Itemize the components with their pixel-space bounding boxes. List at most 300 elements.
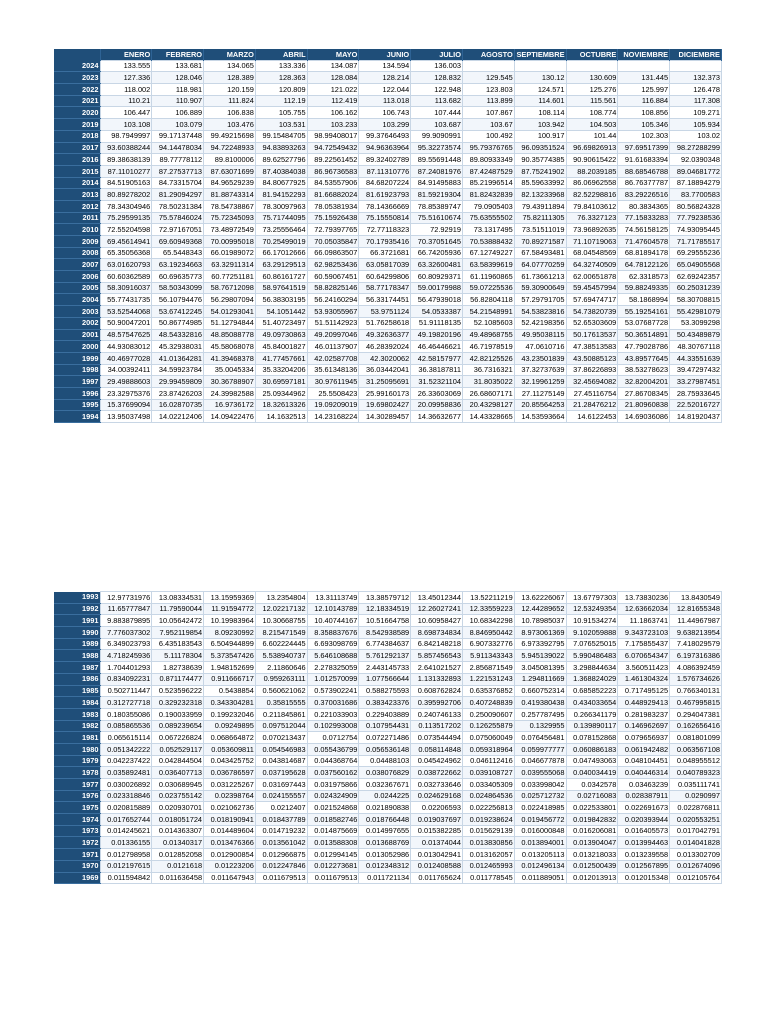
value-cell: 1.948152699 [204,662,256,674]
value-cell: 6.774384637 [359,638,411,650]
value-cell: 30.69597181 [255,376,307,388]
value-cell: 12.26027241 [411,603,463,615]
value-cell: 1.82738639 [152,662,204,674]
value-cell: 0.588275593 [359,685,411,697]
value-cell: 0.055436799 [307,743,359,755]
value-cell: 78.05381934 [307,200,359,212]
table-row [54,95,722,107]
value-cell: 7.952119854 [152,627,204,639]
table-row [54,411,722,423]
value-cell: 0.126255879 [462,720,514,732]
value-cell: 82.52298816 [566,189,618,201]
value-cell: 25.5508423 [307,387,359,399]
value-cell: 128.046 [152,72,204,84]
table-row [54,615,722,627]
value-cell: 108.856 [618,107,670,119]
value-cell: 0.560621062 [255,685,307,697]
value-cell: 133.336 [255,60,307,72]
value-cell: 84.68207224 [359,177,411,189]
value-cell: 79.0905403 [462,200,514,212]
value-cell: 0.022418985 [514,802,566,814]
value-cell: 106.889 [152,107,204,119]
value-cell: 31.25095691 [359,376,411,388]
table-row [54,259,722,271]
value-cell [670,60,722,72]
value-cell: 5.646108688 [307,650,359,662]
year-cell: 1986 [54,673,100,685]
value-cell: 42.02587708 [307,352,359,364]
value-cell: 70.00995018 [204,236,256,248]
value-cell: 68.04548569 [566,247,618,259]
value-cell: 94.14478034 [152,142,204,154]
value-cell: 60.60362589 [100,271,152,283]
value-cell: 94.72248933 [204,142,256,154]
value-cell: 103.531 [255,119,307,131]
value-cell: 134.594 [359,60,411,72]
value-cell: 43.23501839 [514,352,566,364]
value-cell: 13.45012344 [411,592,463,604]
value-cell: 62.00651878 [566,271,618,283]
year-cell: 2010 [54,224,100,236]
value-cell: 69.29555236 [670,247,722,259]
value-cell: 134.065 [204,60,256,72]
value-cell: 0.097512044 [255,720,307,732]
value-cell [514,60,566,72]
value-cell: 54.73820739 [566,306,618,318]
value-cell: 0.011594842 [100,872,152,884]
value-cell: 0.013588308 [307,837,359,849]
value-cell: 18.32613326 [255,399,307,411]
value-cell: 103.02 [670,130,722,142]
value-cell: 11.91594772 [204,603,256,615]
value-cell: 59.07225536 [462,282,514,294]
value-cell: 75.63555502 [462,212,514,224]
value-cell: 0.102993008 [307,720,359,732]
value-cell: 103.233 [307,119,359,131]
value-cell: 42.58157977 [411,352,463,364]
value-cell: 0.013239558 [618,849,670,861]
value-cell: 0.035892481 [100,767,152,779]
value-cell: 41.01364281 [152,352,204,364]
value-cell: 0.013688769 [359,837,411,849]
value-cell: 0.075060049 [462,732,514,744]
value-cell: 45.58068078 [204,341,256,353]
value-cell: 60.59067451 [307,271,359,283]
value-cell: 95.79376765 [462,142,514,154]
value-cell: 0.281983237 [618,708,670,720]
value-cell: 0.011721134 [359,872,411,884]
value-cell: 0.046112416 [462,755,514,767]
value-cell: 122.948 [411,84,463,96]
value-cell: 58.97641519 [255,282,307,294]
value-cell: 11.44967987 [670,615,722,627]
value-cell: 60.25031239 [670,282,722,294]
year-cell: 1992 [54,603,100,615]
inpc-table-top [54,49,722,423]
value-cell: 5.11178304 [152,650,204,662]
table-row [54,212,722,224]
value-cell: 63.32911314 [204,259,256,271]
value-cell: 56.33174451 [359,294,411,306]
value-cell: 71.10719063 [566,236,618,248]
value-cell: 0.343304281 [204,697,256,709]
value-cell: 79.84103612 [566,200,618,212]
value-cell: 51.51142923 [307,317,359,329]
table-row [54,271,722,283]
year-cell: 1977 [54,779,100,791]
value-cell: 11.1863741 [618,615,670,627]
value-cell: 12.18334519 [359,603,411,615]
value-cell: 0.011889051 [514,872,566,884]
value-cell: 0.012798958 [100,849,152,861]
value-cell: 43.50885123 [566,352,618,364]
value-cell: 98.99408017 [307,130,359,142]
value-cell: 0.018190941 [204,814,256,826]
value-cell: 47.79028786 [618,341,670,353]
table-row [54,697,722,709]
value-cell: 33.27987451 [670,376,722,388]
value-cell: 59.45457994 [566,282,618,294]
year-cell: 1988 [54,650,100,662]
value-cell: 73.1317495 [462,224,514,236]
value-cell: 78.14366669 [359,200,411,212]
value-cell: 0.014489604 [204,825,256,837]
value-cell: 0.834092231 [100,673,152,685]
value-cell: 81.66882024 [307,189,359,201]
month-header: JUNIO [359,49,411,60]
value-cell: 78.85389747 [411,200,463,212]
year-cell: 2023 [54,72,100,84]
value-cell: 10.51664758 [359,615,411,627]
value-cell: 54.0533387 [411,306,463,318]
value-cell: 32.19961259 [514,376,566,388]
value-cell: 72.97167051 [152,224,204,236]
value-cell: 132.373 [670,72,722,84]
value-cell: 51.91118135 [411,317,463,329]
value-cell: 36.03442041 [359,364,411,376]
value-cell: 6.973392795 [514,638,566,650]
value-cell: 0.014719232 [255,825,307,837]
value-cell: 103.67 [462,119,514,131]
table-row [54,247,722,259]
value-cell: 48.30767118 [670,341,722,353]
year-cell: 1981 [54,732,100,744]
value-cell: 0.5438854 [204,685,256,697]
value-cell: 0.024155557 [255,790,307,802]
value-cell: 60.80929371 [411,271,463,283]
value-cell: 41.39468378 [204,352,256,364]
value-cell: 13.38579712 [359,592,411,604]
table-row [54,352,722,364]
value-cell: 0.076456481 [514,732,566,744]
value-cell: 13.62226067 [514,592,566,604]
value-cell: 65.5448343 [152,247,204,259]
value-cell: 27.45116754 [566,387,618,399]
value-cell [566,60,618,72]
value-cell: 10.68342298 [462,615,514,627]
value-cell: 0.037195628 [255,767,307,779]
value-cell: 11.65777847 [100,603,152,615]
table-row [54,154,722,166]
value-cell: 0.0342578 [566,779,618,791]
value-cell: 51.76258618 [359,317,411,329]
value-cell: 98.7949997 [100,130,152,142]
value-cell: 83.29226516 [618,189,670,201]
value-cell: 83.7700583 [670,189,722,201]
value-cell: 53.3099298 [670,317,722,329]
value-cell: 6.435183543 [152,638,204,650]
month-header: ENERO [100,49,152,60]
value-cell: 0.067226824 [152,732,204,744]
value-cell: 0.043814687 [255,755,307,767]
value-cell: 73.96892635 [566,224,618,236]
table-row [54,872,722,884]
value-cell: 36.38187811 [411,364,463,376]
table-row [54,142,722,154]
value-cell: 14.69036086 [618,411,670,423]
value-cell: 60.86161727 [255,271,307,283]
value-cell: 13.2354804 [255,592,307,604]
value-cell: 42.82125526 [462,352,514,364]
value-cell: 0.015382285 [411,825,463,837]
value-cell: 0.012273681 [307,860,359,872]
month-header: JULIO [411,49,463,60]
table-row [54,306,722,318]
table-row [54,790,722,802]
value-cell: 107.867 [462,107,514,119]
value-cell: 5.911343343 [462,650,514,662]
value-cell: 100.492 [462,130,514,142]
year-cell: 2004 [54,294,100,306]
value-cell: 0.018051724 [152,814,204,826]
value-cell: 81.82432839 [462,189,514,201]
value-cell: 0.043425752 [204,755,256,767]
value-cell: 12.53249354 [566,603,618,615]
value-cell: 0.959263111 [255,673,307,685]
value-cell: 0.028387911 [618,790,670,802]
value-cell: 6.907332776 [462,638,514,650]
value-cell: 0.012900854 [204,849,256,861]
value-cell: 14.6122453 [566,411,618,423]
value-cell: 10.05642472 [152,615,204,627]
value-cell: 10.78985037 [514,615,566,627]
value-cell: 89.22561452 [307,154,359,166]
table-row [54,708,722,720]
value-cell: 7.776037302 [100,627,152,639]
value-cell: 37.86226893 [566,364,618,376]
value-cell: 75.82111305 [514,212,566,224]
value-cell: 25.09344962 [255,387,307,399]
value-cell: 57.69474717 [566,294,618,306]
value-cell: 106.447 [100,107,152,119]
value-cell: 0.09249895 [204,720,256,732]
value-cell: 0.013052986 [359,849,411,861]
value-cell: 13.67797303 [566,592,618,604]
value-cell: 0.032367671 [359,779,411,791]
value-cell: 0.871174477 [152,673,204,685]
value-cell: 0.018582746 [307,814,359,826]
value-cell: 107.444 [411,107,463,119]
value-cell: 0.019238624 [462,814,514,826]
value-cell: 71.71785517 [670,236,722,248]
value-cell: 0.017042791 [670,825,722,837]
table-row [54,165,722,177]
value-cell: 0.038722662 [411,767,463,779]
value-cell: 53.52544068 [100,306,152,318]
value-cell: 48.54332816 [152,329,204,341]
value-cell: 51.12794844 [204,317,256,329]
value-cell: 95.32273574 [411,142,463,154]
value-cell: 81.61923793 [359,189,411,201]
value-cell: 0.012105764 [670,872,722,884]
value-cell: 0.502711447 [100,685,152,697]
value-cell: 100.917 [514,130,566,142]
value-cell: 0.012015348 [618,872,670,884]
value-cell: 0.312727718 [100,697,152,709]
value-cell: 14.1632513 [255,411,307,423]
value-cell: 0.039555068 [514,767,566,779]
value-cell: 0.024324909 [307,790,359,802]
value-cell: 120.159 [204,84,256,96]
value-cell: 0.031975866 [307,779,359,791]
year-cell: 2011 [54,212,100,224]
value-cell: 74.56158125 [618,224,670,236]
table-row [54,849,722,861]
value-cell: 0.085865536 [100,720,152,732]
value-cell: 8.358837676 [307,627,359,639]
value-cell: 52.42198356 [514,317,566,329]
table-row [54,84,722,96]
value-cell: 12.81655348 [670,603,722,615]
value-cell: 21.28476212 [566,399,618,411]
value-cell: 0.011679513 [255,872,307,884]
value-cell: 0.911666717 [204,673,256,685]
year-cell: 2021 [54,95,100,107]
value-cell: 2.856871549 [462,662,514,674]
value-cell: 66.01989072 [204,247,256,259]
value-cell: 69.45614941 [100,236,152,248]
value-cell: 7.418029579 [670,638,722,650]
year-cell: 2008 [54,247,100,259]
year-cell: 1969 [54,872,100,884]
value-cell: 0.016206081 [566,825,618,837]
value-cell: 6.349023793 [100,638,152,650]
value-cell: 1.294811669 [514,673,566,685]
value-cell: 0.042844504 [152,755,204,767]
value-cell: 31.8035022 [462,376,514,388]
value-cell: 63.58399619 [462,259,514,271]
value-cell: 0.013994463 [618,837,670,849]
month-header: MAYO [307,49,359,60]
month-header: FEBRERO [152,49,204,60]
value-cell: 50.17613537 [566,329,618,341]
value-cell: 8.215471549 [255,627,307,639]
value-cell: 129.545 [462,72,514,84]
value-cell: 53.07687728 [618,317,670,329]
value-cell: 50.43489879 [670,329,722,341]
value-cell: 0.053609811 [204,743,256,755]
value-cell: 13.31113749 [307,592,359,604]
value-cell: 134.087 [307,60,359,72]
value-cell: 0.021524868 [307,802,359,814]
value-cell: 0.058114848 [411,743,463,755]
value-cell: 25.99160173 [359,387,411,399]
year-cell: 2005 [54,282,100,294]
value-cell: 0.35815555 [255,697,307,709]
value-cell: 0.048955512 [670,755,722,767]
value-cell: 60.77251181 [204,271,256,283]
value-cell: 40.46977028 [100,352,152,364]
value-cell [618,60,670,72]
value-cell: 26.33603069 [411,387,463,399]
value-cell: 0.180355086 [100,708,152,720]
value-cell: 0.199232046 [204,708,256,720]
value-cell: 8.698734834 [411,627,463,639]
value-cell: 58.77178347 [359,282,411,294]
value-cell: 56.24160294 [307,294,359,306]
value-cell: 34.00392411 [100,364,152,376]
value-cell: 68.81894178 [618,247,670,259]
value-cell: 0.072271486 [359,732,411,744]
value-cell: 0.211845861 [255,708,307,720]
year-cell: 2006 [54,271,100,283]
table-row [54,387,722,399]
value-cell: 123.803 [462,84,514,96]
value-cell: 14.43328665 [462,411,514,423]
value-cell: 0.011778545 [462,872,514,884]
value-cell: 59.00179988 [411,282,463,294]
value-cell: 105.934 [670,119,722,131]
value-cell: 36.7316321 [462,364,514,376]
value-cell: 0.395992706 [411,697,463,709]
value-cell: 0.012348312 [359,860,411,872]
value-cell: 0.078152868 [566,732,618,744]
table-row [54,224,722,236]
value-cell: 43.89577645 [618,352,670,364]
value-cell: 53.67412245 [152,306,204,318]
year-cell: 2018 [54,130,100,142]
value-cell: 0.013894001 [514,837,566,849]
value-cell: 75.57846024 [152,212,204,224]
value-cell: 6.693098769 [307,638,359,650]
value-cell: 75.29599135 [100,212,152,224]
year-cell: 2013 [54,189,100,201]
value-cell: 13.15959369 [204,592,256,604]
value-cell: 101.44 [566,130,618,142]
value-cell: 113.682 [411,95,463,107]
value-cell: 0.046677878 [514,755,566,767]
table-row [54,592,722,604]
value-cell: 5.990486483 [566,650,618,662]
value-cell: 54.01293041 [204,306,256,318]
value-cell: 0.079656937 [618,732,670,744]
value-cell: 82.13233968 [514,189,566,201]
value-cell: 47.0610716 [514,341,566,353]
value-cell: 0.012408588 [411,860,463,872]
value-cell: 0.022691673 [618,802,670,814]
year-cell: 1990 [54,627,100,639]
year-cell: 1998 [54,364,100,376]
value-cell: 10.19983964 [204,615,256,627]
value-cell: 0.030689945 [152,779,204,791]
year-cell: 1979 [54,755,100,767]
value-cell: 11.79590044 [152,603,204,615]
value-cell: 6.504944899 [204,638,256,650]
value-cell: 1.576734626 [670,673,722,685]
year-cell: 1993 [54,592,100,604]
year-cell: 1982 [54,720,100,732]
value-cell: 133.555 [100,60,152,72]
